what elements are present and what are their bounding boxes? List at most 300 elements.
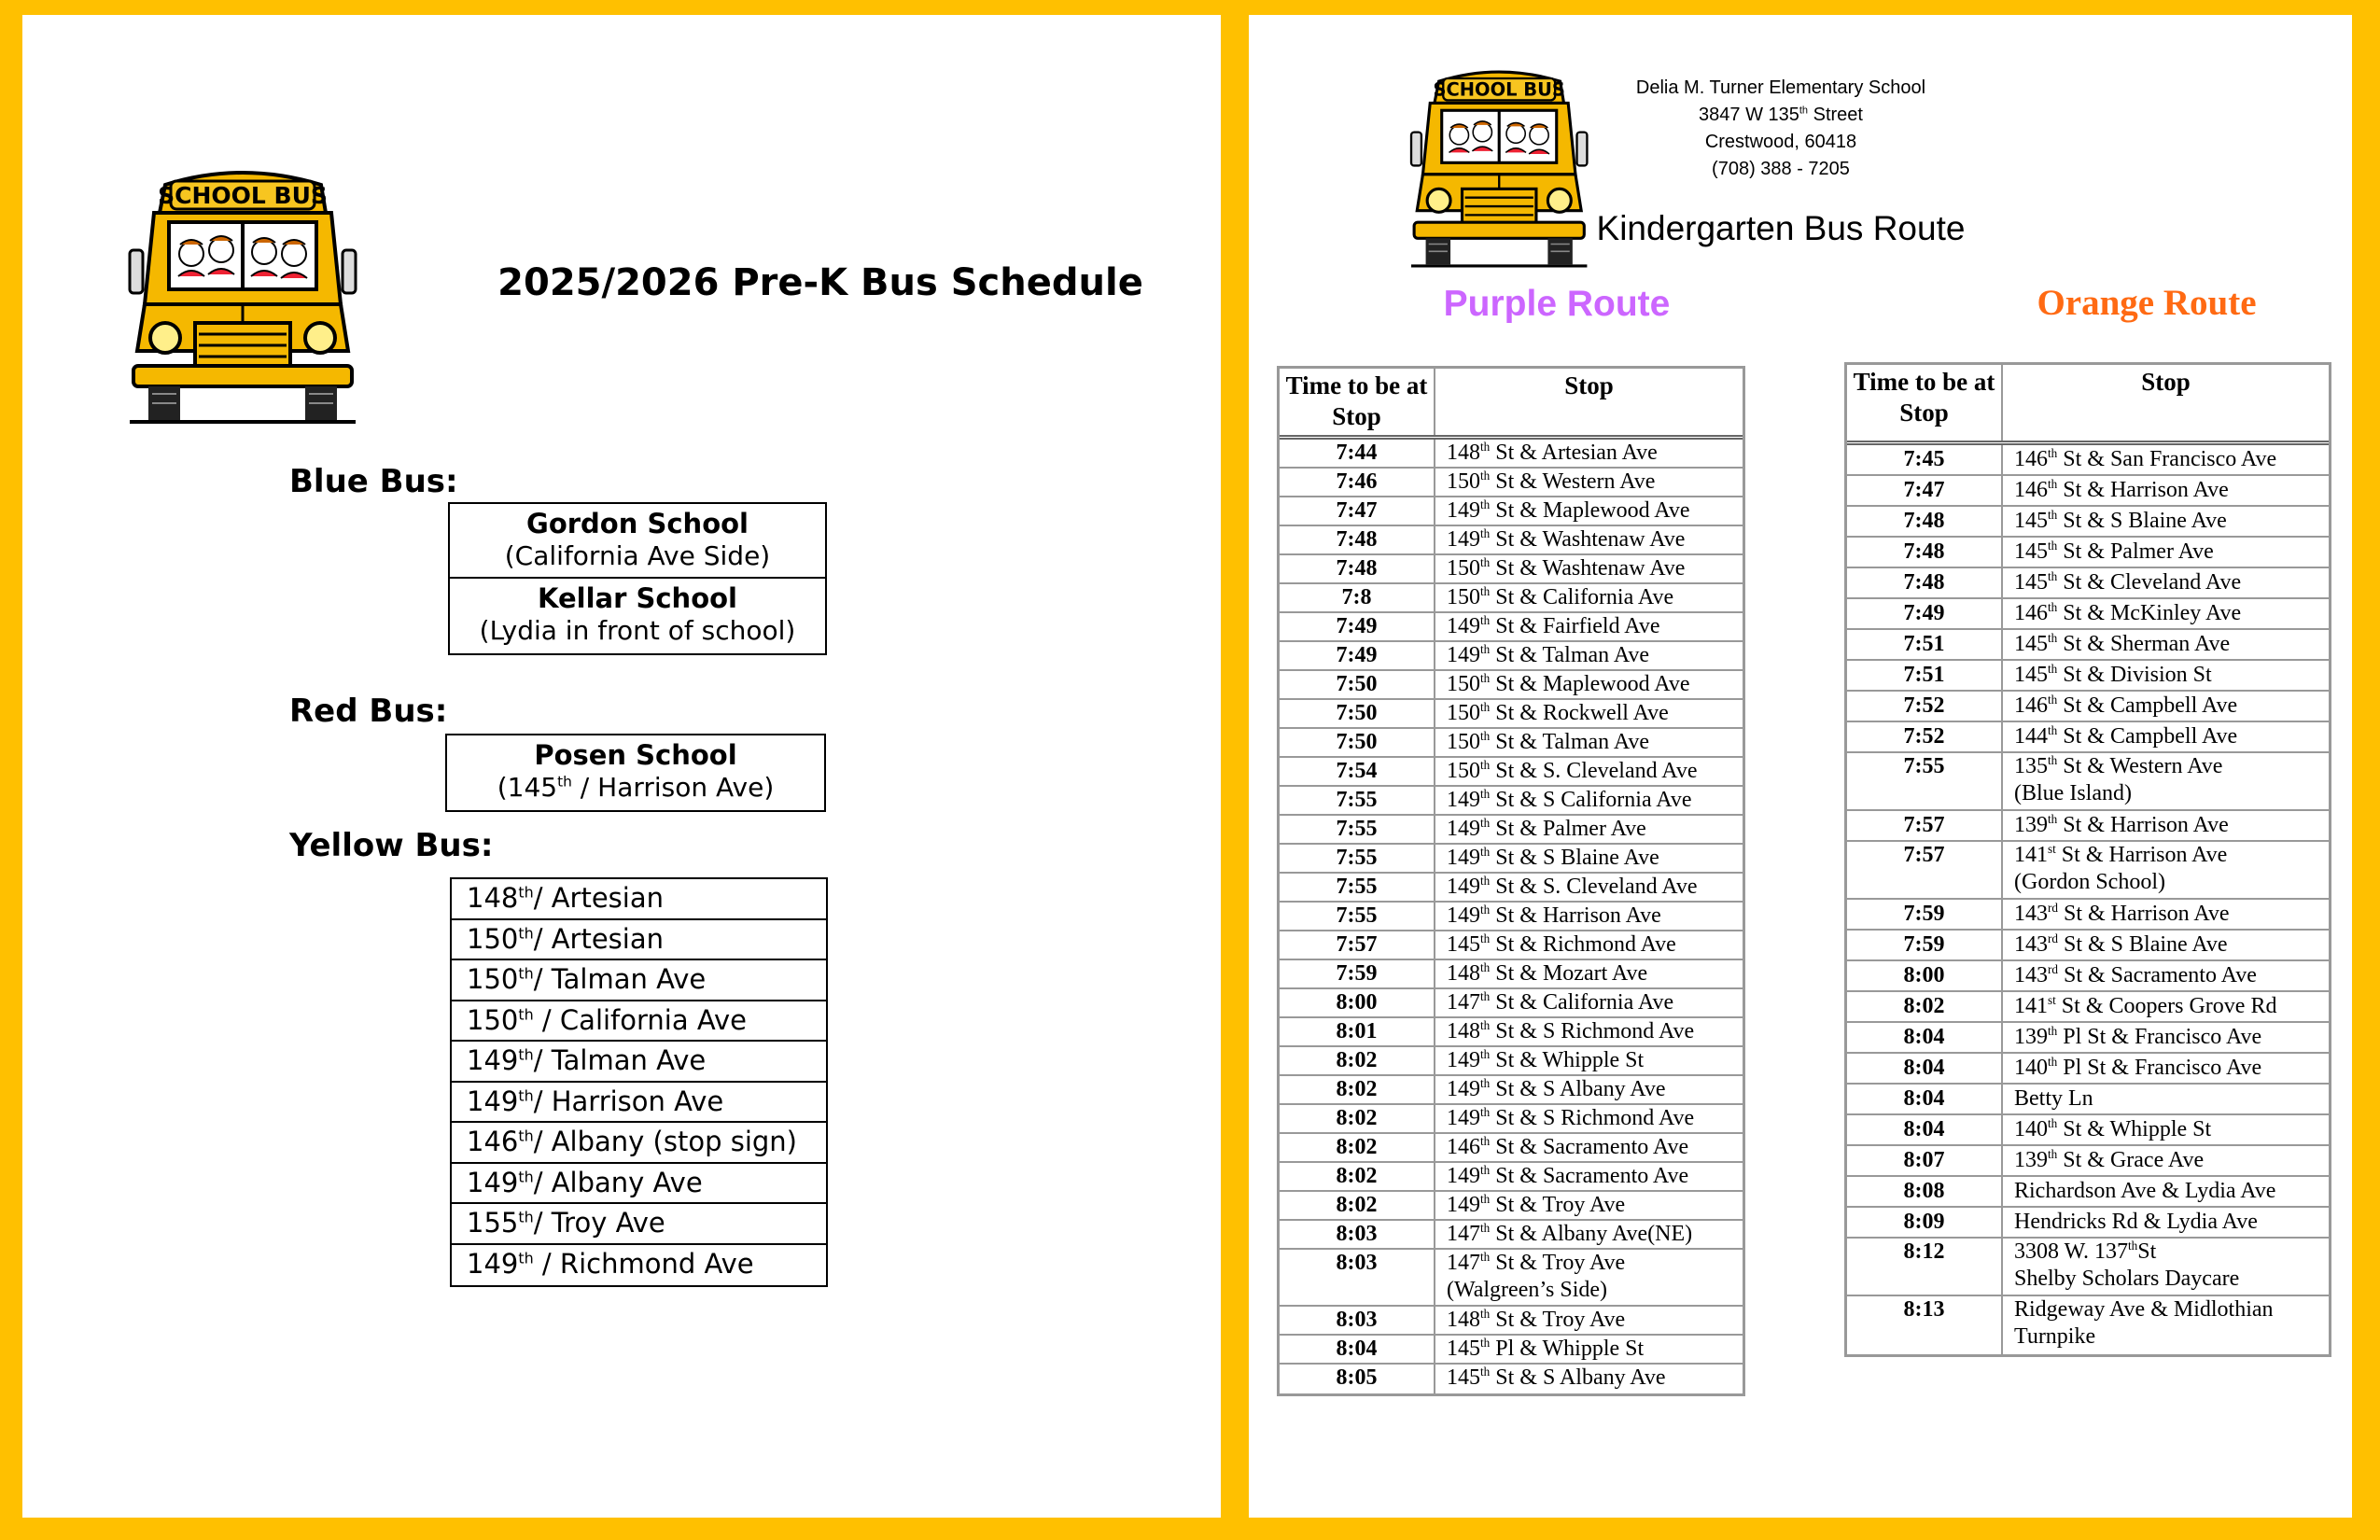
- stop-location: [1435, 816, 1743, 843]
- street-suffix: th: [1480, 671, 1491, 685]
- street-name: St & Sacramento Ave: [1490, 1164, 1689, 1188]
- stop-location: [1435, 1307, 1743, 1334]
- stop-time: 8:02: [1280, 1163, 1435, 1190]
- street-suffix: th: [1480, 1307, 1491, 1321]
- stop-street: / Artesian: [533, 882, 664, 914]
- street-name: St & Rockwell Ave: [1490, 701, 1669, 725]
- street-number: 146: [2014, 478, 2048, 502]
- stop-time: 7:45: [1847, 445, 2003, 474]
- yellow-bus-stop: [452, 1123, 826, 1164]
- table-row: [1847, 476, 2329, 507]
- stop-time: 7:44: [1280, 440, 1435, 467]
- stop-time: 7:51: [1847, 661, 2003, 690]
- stop-location: [2003, 961, 2329, 990]
- table-row: [1280, 931, 1743, 960]
- stop-time: 7:55: [1847, 753, 2003, 809]
- table-row: [1280, 1047, 1743, 1076]
- table-row: [1280, 816, 1743, 845]
- stop-time: 7:48: [1847, 538, 2003, 567]
- stop-location: [1435, 469, 1743, 496]
- street-name: St & S California Ave: [1490, 788, 1692, 812]
- street-suffix: th: [2048, 723, 2058, 737]
- stop-time: 7:50: [1280, 700, 1435, 727]
- street-suffix: st: [2048, 993, 2056, 1007]
- stop-street: / Albany (stop sign): [533, 1126, 797, 1157]
- street-number: 149: [1447, 875, 1480, 899]
- street-suffix: th: [1480, 874, 1491, 888]
- table-row: [1847, 931, 2329, 961]
- street-name: Pl & Whipple St: [1490, 1337, 1645, 1361]
- table-row: [1280, 1365, 1743, 1393]
- stop-location: [2003, 722, 2329, 751]
- street-name: Richardson Ave & Lydia Ave: [2014, 1179, 2276, 1203]
- table-row: [1847, 1115, 2329, 1146]
- street-number: 135: [2014, 754, 2048, 778]
- stop-number: 149: [467, 1044, 519, 1076]
- street-suffix: th: [1480, 1365, 1491, 1379]
- street-name: Ridgeway Ave & Midlothian: [2014, 1297, 2274, 1322]
- stop-street: / Troy Ave: [533, 1207, 665, 1239]
- street-suffix: th: [2048, 1055, 2058, 1069]
- stop-location: [2003, 1208, 2329, 1237]
- street-number: 140: [2014, 1117, 2048, 1141]
- street-name: St & S Blaine Ave: [2058, 932, 2228, 957]
- school-street: 3847 W 135th Street: [1699, 105, 1863, 125]
- yellow-bus-stop: [452, 1245, 826, 1286]
- stop-location: [1435, 440, 1743, 467]
- street-number: 145: [1447, 1365, 1480, 1390]
- stop-location: [2003, 1054, 2329, 1083]
- orange-route-table: [1844, 362, 2331, 1357]
- street-name: St & Troy Ave: [1490, 1308, 1626, 1332]
- red-bus-label: Red Bus:: [289, 693, 448, 730]
- stop-location: [2003, 661, 2329, 690]
- street-number: 143: [2014, 932, 2048, 957]
- table-row: [1280, 555, 1743, 584]
- street-name: St & Palmer Ave: [1490, 817, 1646, 841]
- stop-street: / Talman Ave: [533, 1044, 707, 1076]
- stop-location: [2003, 692, 2329, 721]
- stop-number: 149: [467, 1247, 519, 1280]
- table-row: [1280, 613, 1743, 642]
- street-name: St: [2137, 1239, 2157, 1264]
- stop-time: 8:04: [1847, 1023, 2003, 1052]
- stop-number: 148: [467, 882, 519, 914]
- stop-time: 8:13: [1847, 1296, 2003, 1354]
- street-suffix: th: [1480, 1105, 1491, 1119]
- street-number: 149: [1447, 614, 1480, 638]
- school-address-block: [1585, 75, 1977, 183]
- blue-bus-schools: [448, 502, 827, 655]
- street-number: 149: [1447, 498, 1480, 523]
- stop-time: 8:07: [1847, 1146, 2003, 1175]
- stop-location: [1435, 613, 1743, 640]
- yellow-bus-stop: [452, 960, 826, 1001]
- street-suffix: th: [1480, 440, 1491, 454]
- street-name: St & Maplewood Ave: [1490, 498, 1690, 523]
- stop-location: [1435, 526, 1743, 553]
- street-name: St & Talman Ave: [1490, 643, 1650, 667]
- stop-street: / California Ave: [533, 1003, 747, 1036]
- kindergarten-route-page: [1249, 15, 2352, 1518]
- street-name: St & Maplewood Ave: [1490, 672, 1690, 696]
- street-name: St & Troy Ave: [1490, 1193, 1626, 1217]
- street-suffix: th: [1480, 1163, 1491, 1177]
- street-number: 149: [1447, 1106, 1480, 1130]
- stop-location: [2003, 1296, 2329, 1354]
- street-suffix: th: [2048, 569, 2058, 583]
- stop-street: / Talman Ave: [533, 963, 707, 995]
- street-name: St & Western Ave: [1490, 469, 1656, 494]
- stop-location: [2003, 1146, 2329, 1175]
- table-row: [1847, 842, 2329, 900]
- table-row: [1280, 1163, 1743, 1192]
- street-number: 149: [1447, 1077, 1480, 1101]
- stop-location-note: (Blue Island): [2014, 781, 2132, 805]
- street-suffix: th: [1480, 989, 1491, 1003]
- stop-time: 7:59: [1280, 960, 1435, 987]
- stop-time: 7:47: [1847, 476, 2003, 505]
- table-row: [1847, 811, 2329, 842]
- stop-location: [1435, 845, 1743, 872]
- stop-location: [2003, 507, 2329, 536]
- stop-location: [2003, 1115, 2329, 1144]
- table-row: [1847, 568, 2329, 599]
- stop-street: / Harrison Ave: [533, 1085, 724, 1117]
- stop-time: 7:49: [1280, 642, 1435, 669]
- stop-street: / Artesian: [533, 922, 664, 955]
- stop-time: 8:09: [1847, 1208, 2003, 1237]
- yellow-bus-stop: [452, 1001, 826, 1043]
- red-bus-school: Posen School (145th / Harrison Ave): [497, 739, 775, 803]
- table-row: [1280, 1307, 1743, 1336]
- street-number: 149: [1447, 643, 1480, 667]
- street-name: Betty Ln: [2014, 1086, 2093, 1111]
- street-number: 140: [2014, 1056, 2048, 1080]
- stop-time: 7:55: [1280, 845, 1435, 872]
- street-suffix: th: [1480, 642, 1491, 656]
- street-name: St & Harrison Ave: [2057, 478, 2229, 502]
- stop-time: 8:03: [1280, 1221, 1435, 1248]
- blue-bus-school: Gordon School (California Ave Side): [450, 504, 825, 579]
- street-suffix: th: [1480, 469, 1491, 483]
- page-title: 2025/2026 Pre-K Bus Schedule: [497, 261, 1143, 304]
- street-number: 145: [2014, 570, 2048, 595]
- stop-suffix: th: [518, 1004, 534, 1023]
- stop-time: 8:00: [1847, 961, 2003, 990]
- street-name: St & Richmond Ave: [1490, 932, 1676, 957]
- stop-time: 7:46: [1280, 469, 1435, 496]
- street-name: St & Harrison Ave: [1490, 903, 1661, 928]
- table-row: [1847, 1054, 2329, 1085]
- stop-location-note: (Walgreen’s Side): [1447, 1278, 1608, 1302]
- table-row: [1280, 642, 1743, 671]
- street-suffix: rd: [2048, 931, 2058, 945]
- street-suffix: th: [1480, 845, 1491, 859]
- table-header: [1847, 365, 2329, 445]
- street-suffix: th: [1480, 931, 1491, 945]
- stop-time: 7:51: [1847, 630, 2003, 659]
- street-name: St & Harrison Ave: [2057, 813, 2229, 837]
- street-name: St & Harrison Ave: [2055, 843, 2228, 867]
- table-row: [1280, 1134, 1743, 1163]
- street-number: 145: [2014, 539, 2048, 564]
- stop-time: 8:01: [1280, 1018, 1435, 1045]
- stop-location: [2003, 753, 2329, 809]
- stop-location: [2003, 842, 2329, 898]
- street-number: 139: [2014, 1148, 2048, 1172]
- table-row: [1847, 507, 2329, 538]
- street-number: 149: [1447, 527, 1480, 552]
- table-row: [1280, 671, 1743, 700]
- stop-location: [2003, 931, 2329, 959]
- street-name: St & San Francisco Ave: [2057, 447, 2277, 471]
- stop-suffix: th: [518, 883, 534, 902]
- school-city: Crestwood, 60418: [1704, 132, 1857, 152]
- street-name: St & Talman Ave: [1490, 730, 1650, 754]
- stop-header: Stop: [2141, 368, 2191, 396]
- street-name: St & Washtenaw Ave: [1490, 556, 1686, 581]
- street-number: 147: [1447, 990, 1480, 1015]
- street-name: St & Mozart Ave: [1490, 961, 1648, 986]
- stop-location: [1435, 497, 1743, 525]
- street-name: St & Artesian Ave: [1490, 441, 1658, 465]
- school-name: Delia M. Turner Elementary School: [1635, 77, 1926, 98]
- stop-location: [1435, 1221, 1743, 1248]
- stop-time: 7:49: [1280, 613, 1435, 640]
- street-number: 147: [1447, 1251, 1480, 1275]
- table-row: [1847, 692, 2329, 722]
- stop-time: 8:03: [1280, 1250, 1435, 1305]
- prek-schedule-page: [22, 15, 1221, 1518]
- street-suffix: th: [1480, 584, 1491, 598]
- stop-time: 8:08: [1847, 1177, 2003, 1206]
- stop-time: 7:48: [1280, 555, 1435, 582]
- street-name: St & Troy Ave: [1490, 1251, 1626, 1275]
- street-name: St & California Ave: [1490, 990, 1674, 1015]
- street-number: 150: [1447, 469, 1480, 494]
- street-number: 148: [1447, 1019, 1480, 1043]
- street-name: St & Grace Ave: [2057, 1148, 2205, 1172]
- street-number: 143: [2014, 902, 2048, 926]
- street-number: 150: [1447, 556, 1480, 581]
- street-suffix: th: [1480, 960, 1491, 974]
- street-name: St & S Blaine Ave: [2057, 509, 2227, 533]
- stop-time: 7:49: [1847, 599, 2003, 628]
- stop-time: 7:55: [1280, 787, 1435, 814]
- yellow-bus-stop: [452, 1083, 826, 1124]
- stop-suffix: th: [518, 1167, 534, 1185]
- street-name: St & Palmer Ave: [2057, 539, 2214, 564]
- stop-time: 8:05: [1280, 1365, 1435, 1393]
- table-row: [1847, 1085, 2329, 1115]
- stop-number: 150: [467, 963, 519, 995]
- street-name: St & Washtenaw Ave: [1490, 527, 1686, 552]
- street-name: St & Albany Ave(NE): [1490, 1222, 1693, 1246]
- table-row: [1847, 1208, 2329, 1239]
- stop-time: 7:55: [1280, 874, 1435, 901]
- street-name: St & Sacramento Ave: [1490, 1135, 1689, 1159]
- yellow-bus-stop: [452, 1042, 826, 1083]
- table-row: [1280, 1105, 1743, 1134]
- stop-time: 7:8: [1280, 584, 1435, 611]
- stop-number: 150: [467, 922, 519, 955]
- street-suffix: th: [1480, 787, 1491, 801]
- table-row: [1847, 1177, 2329, 1208]
- stop-time: 7:55: [1280, 816, 1435, 843]
- table-row: [1280, 960, 1743, 989]
- stop-time: 8:04: [1847, 1085, 2003, 1113]
- stop-time: 7:57: [1847, 811, 2003, 840]
- street-number: 146: [1447, 1135, 1480, 1159]
- street-suffix: th: [2048, 662, 2058, 676]
- street-suffix: th: [1480, 613, 1491, 627]
- stop-location-note: Turnpike: [2014, 1324, 2096, 1349]
- yellow-bus-stop: [452, 1164, 826, 1205]
- street-name: Pl St & Francisco Ave: [2057, 1056, 2262, 1080]
- street-name: St & Cleveland Ave: [2057, 570, 2242, 595]
- stop-location: [2003, 538, 2329, 567]
- orange-rows: [1847, 445, 2329, 1354]
- stop-number: 146: [467, 1126, 519, 1157]
- stop-location: [1435, 960, 1743, 987]
- stop-time: 7:48: [1280, 526, 1435, 553]
- street-name: Pl St & Francisco Ave: [2057, 1025, 2262, 1049]
- table-row: [1280, 874, 1743, 903]
- stop-time: 7:50: [1280, 671, 1435, 698]
- stop-location: [1435, 729, 1743, 756]
- table-row: [1280, 903, 1743, 931]
- street-name: St & Harrison Ave: [2058, 902, 2230, 926]
- table-row: [1280, 1076, 1743, 1105]
- table-row: [1847, 538, 2329, 568]
- stop-time: 7:50: [1280, 729, 1435, 756]
- stop-location: [1435, 758, 1743, 785]
- street-number: 145: [2014, 632, 2048, 656]
- stop-time: 7:59: [1847, 900, 2003, 929]
- street-suffix: th: [1480, 816, 1491, 830]
- blue-bus-school: Kellar School (Lydia in front of school): [479, 582, 796, 646]
- table-row: [1280, 1336, 1743, 1365]
- street-suffix: th: [1480, 1192, 1491, 1206]
- street-suffix: th: [1480, 1250, 1491, 1264]
- street-suffix: th: [2048, 753, 2058, 767]
- stop-time: 8:02: [1847, 992, 2003, 1021]
- stop-time: 8:04: [1847, 1054, 2003, 1083]
- table-row: [1847, 1023, 2329, 1054]
- street-name: St & Sacramento Ave: [2058, 963, 2257, 987]
- stop-number: 149: [467, 1085, 519, 1117]
- table-row: [1847, 445, 2329, 476]
- street-number: 143: [2014, 963, 2048, 987]
- street-number: 150: [1447, 759, 1480, 783]
- street-suffix: th: [2048, 600, 2058, 614]
- stop-time: 7:52: [1847, 722, 2003, 751]
- street-number: 148: [1447, 441, 1480, 465]
- street-number: 147: [1447, 1222, 1480, 1246]
- stop-location: [1435, 555, 1743, 582]
- table-row: [1847, 1239, 2329, 1296]
- table-row: [1847, 900, 2329, 931]
- street-number: 145: [2014, 663, 2048, 687]
- street-name: St & S Albany Ave: [1490, 1077, 1666, 1101]
- stop-location: [1435, 787, 1743, 814]
- stop-location: [1435, 989, 1743, 1016]
- stop-time: 8:03: [1280, 1307, 1435, 1334]
- table-row: [1280, 526, 1743, 555]
- street-number: 146: [2014, 447, 2048, 471]
- stop-time: 7:52: [1847, 692, 2003, 721]
- table-row: [1280, 1018, 1743, 1047]
- street-number: 149: [1447, 1048, 1480, 1072]
- street-suffix: th: [1480, 700, 1491, 714]
- table-header: [1280, 369, 1743, 440]
- table-row: [1280, 1192, 1743, 1221]
- street-suffix: th: [1480, 1134, 1491, 1148]
- stop-location: [1435, 1163, 1743, 1190]
- stop-location: [1435, 642, 1743, 669]
- stop-location: [2003, 811, 2329, 840]
- stop-street: / Richmond Ave: [533, 1247, 754, 1280]
- street-number: 150: [1447, 730, 1480, 754]
- yellow-bus-label: Yellow Bus:: [289, 827, 494, 864]
- yellow-bus-stop: [452, 920, 826, 961]
- street-number: 144: [2014, 724, 2048, 749]
- stop-location: [2003, 992, 2329, 1021]
- school-phone: (708) 388 - 7205: [1712, 159, 1850, 179]
- table-row: [1280, 469, 1743, 497]
- street-suffix: th: [1480, 758, 1491, 772]
- table-row: [1847, 661, 2329, 692]
- stop-time: 8:12: [1847, 1239, 2003, 1295]
- stop-suffix: th: [518, 923, 534, 942]
- school-bus-icon: [125, 164, 362, 426]
- street-number: 145: [1447, 932, 1480, 957]
- street-suffix: th: [2048, 693, 2058, 707]
- table-row: [1847, 722, 2329, 753]
- street-number: 146: [2014, 693, 2048, 718]
- street-suffix: th: [1480, 1076, 1491, 1090]
- stop-time: 8:00: [1280, 989, 1435, 1016]
- purple-route-title: Purple Route: [1443, 284, 1671, 324]
- street-number: 145: [1447, 1337, 1480, 1361]
- street-suffix: st: [2048, 842, 2056, 856]
- street-suffix: th: [2048, 508, 2058, 522]
- stop-location: [1435, 874, 1743, 901]
- stop-location: [2003, 1023, 2329, 1052]
- stop-location: [1435, 671, 1743, 698]
- street-name: St & Campbell Ave: [2057, 724, 2238, 749]
- street-number: 149: [1447, 1193, 1480, 1217]
- table-row: [1847, 961, 2329, 992]
- orange-route-title: Orange Route: [2037, 283, 2257, 323]
- stop-time: 7:57: [1847, 842, 2003, 898]
- table-row: [1847, 753, 2329, 811]
- street-suffix: th: [2048, 1024, 2058, 1038]
- street-suffix: th: [2048, 812, 2058, 826]
- street-number: 149: [1447, 788, 1480, 812]
- table-row: [1280, 729, 1743, 758]
- street-suffix: th: [1480, 729, 1491, 743]
- table-row: [1847, 630, 2329, 661]
- table-row: [1280, 440, 1743, 469]
- street-number: 149: [1447, 817, 1480, 841]
- street-suffix: th: [2048, 477, 2058, 491]
- stop-location: [1435, 1336, 1743, 1363]
- street-suffix: th: [2048, 1147, 2058, 1161]
- street-number: 150: [1447, 585, 1480, 609]
- table-row: [1847, 1146, 2329, 1177]
